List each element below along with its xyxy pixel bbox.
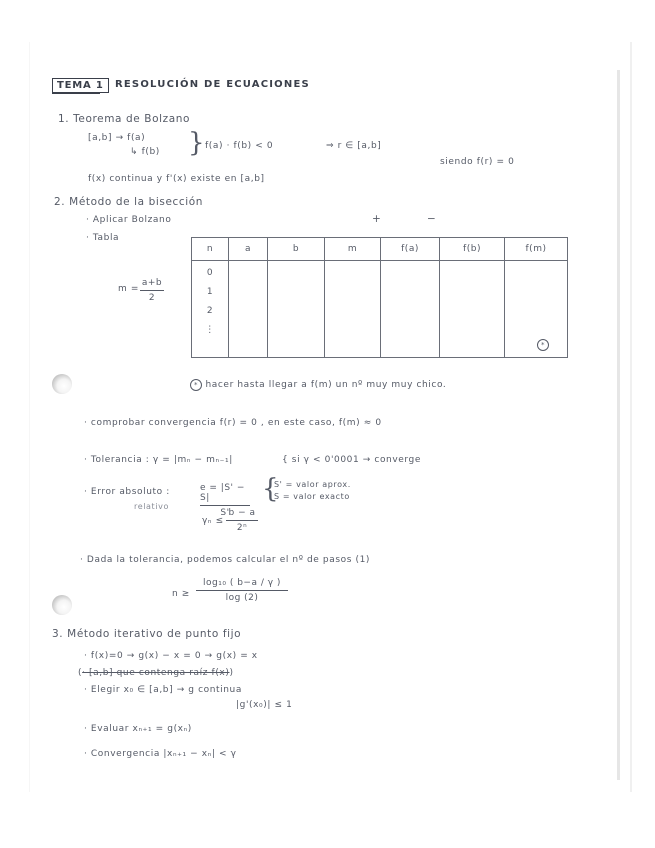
n-formula-den: log (2) — [225, 593, 259, 603]
s1-continuity: f(x) continua y f'(x) existe en [a,b] — [88, 174, 265, 184]
cell-b — [268, 261, 325, 358]
cell-fm — [505, 261, 568, 358]
topic-tag-underline — [52, 92, 100, 94]
s1-line1: [a,b] → f(a) — [88, 133, 146, 143]
convergence-line: · comprobar convergencia f(r) = 0 , en este caso, f(m) ≈ 0 — [84, 418, 382, 428]
cell-fb — [440, 261, 505, 358]
s-exact-def: S = valor exacto — [274, 492, 350, 501]
s2-bullet-bolzano: · Aplicar Bolzano — [86, 215, 172, 225]
gamma-n-lhs: γₙ ≤ — [202, 516, 224, 526]
notebook-page — [30, 42, 630, 792]
s1-heading: 1. Teorema de Bolzano — [58, 113, 191, 125]
cell-n — [192, 261, 229, 358]
s3-line2-struck: · [a,b] que contenga raíz f(x) — [82, 668, 230, 678]
s3-line2: (· [a,b] que contenga raíz f(x)) — [78, 668, 234, 678]
m-formula-num: a+b — [141, 278, 163, 288]
error-den: S' — [220, 508, 230, 518]
s2-bullet-tabla: · Tabla — [86, 233, 120, 243]
punch-hole-top — [52, 374, 72, 394]
error-label: · Error absoluto : — [84, 487, 170, 497]
s1-result: ⇒ r ∈ [a,b] — [326, 141, 382, 151]
n-formula-lhs: n ≥ — [172, 589, 190, 599]
col-header-fb: f(b) — [440, 238, 505, 261]
n-value: 1 — [206, 287, 214, 297]
col-header-m: m — [325, 238, 381, 261]
sign-plus-fa: + — [372, 213, 382, 225]
n-value: 0 — [206, 268, 214, 278]
tolerance-line: · Tolerancia : γ = |mₙ − mₙ₋₁| — [84, 455, 233, 465]
cell-fa — [381, 261, 440, 358]
s3-line5: · Convergencia |xₙ₊₁ − xₙ| < γ — [84, 749, 237, 759]
m-formula-fraction — [140, 278, 164, 303]
col-header-fa: f(a) — [381, 238, 440, 261]
page-edge — [617, 70, 620, 780]
topic-tag: TEMA 1 — [52, 78, 109, 93]
gamma-n-fraction — [226, 508, 258, 533]
s3-heading: 3. Método iterativo de punto fijo — [52, 628, 242, 640]
relativo-label: relativo — [134, 502, 169, 511]
gamma-num: b − a — [228, 508, 256, 518]
sign-minus-fb: − — [427, 213, 437, 225]
error-brace: { — [262, 474, 279, 504]
col-header-b: b — [268, 238, 325, 261]
star-mark-note: * — [190, 379, 202, 391]
cell-a — [229, 261, 268, 358]
col-header-a: a — [229, 238, 268, 261]
m-formula-lhs: m = — [118, 284, 139, 294]
s3-line3b: |g'(x₀)| ≤ 1 — [236, 700, 293, 710]
col-header-n: n — [192, 238, 229, 261]
s1-line2: ↳ f(b) — [130, 147, 160, 157]
star-mark-table: * — [537, 339, 549, 351]
s1-siendo: siendo f(r) = 0 — [440, 157, 515, 167]
s2-heading: 2. Método de la bisección — [54, 196, 204, 208]
s3-line1: · f(x)=0 → g(x) − x = 0 → g(x) = x — [84, 651, 258, 661]
s3-line4: · Evaluar xₙ₊₁ = g(xₙ) — [84, 724, 192, 734]
page-title: RESOLUCIÓN DE ECUACIONES — [115, 79, 310, 90]
n-formula-fraction — [196, 578, 288, 603]
s1-brace: } — [188, 128, 205, 158]
n-value: 2 — [206, 306, 214, 316]
error-eq: e = |S' − S| — [200, 483, 245, 503]
n-formula-num: log₁₀ ( b−a / γ ) — [203, 578, 281, 588]
cell-m — [325, 261, 381, 358]
steps-text: · Dada la tolerancia, podemos calcular el nº de pasos (1) — [80, 555, 371, 565]
star-note — [190, 379, 446, 391]
col-header-fm: f(m) — [505, 238, 568, 261]
gamma-den: 2ⁿ — [236, 523, 248, 533]
m-formula-den: 2 — [148, 293, 156, 303]
s-prime-def: S' = valor aprox. — [274, 480, 351, 489]
punch-hole-bottom — [52, 595, 72, 615]
n-value: ⋮ — [205, 325, 215, 335]
s3-line3: · Elegir x₀ ∈ [a,b] → g continua — [84, 685, 242, 695]
tolerance-condition: { si γ < 0'0001 → converge — [282, 455, 422, 465]
star-note-text: hacer hasta llegar a f(m) un nº muy muy chico. — [205, 380, 447, 390]
bisection-table — [191, 237, 568, 358]
s1-condition: f(a) · f(b) < 0 — [205, 141, 274, 151]
